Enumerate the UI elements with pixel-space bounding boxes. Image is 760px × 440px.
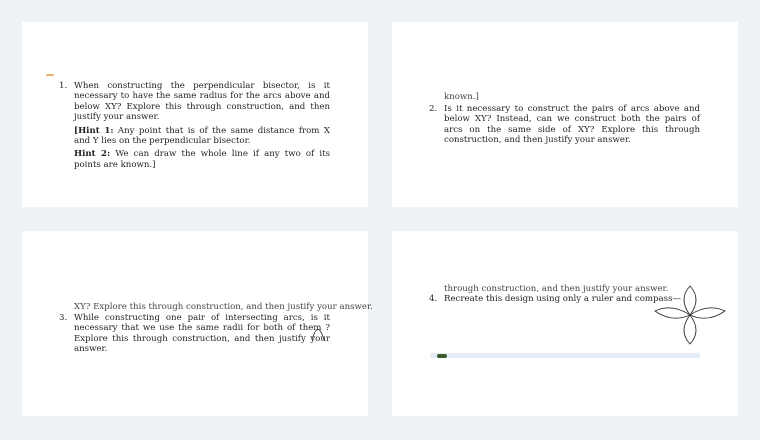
hint-1-text: Any point that is of the same distance from X and Y lies on the perpendicular bisector. [74, 125, 330, 147]
hint-2 [74, 149, 330, 170]
question-2 [429, 104, 700, 146]
question-1 [59, 81, 331, 170]
hint-1 [74, 126, 330, 147]
clipped-text: through construction, and then justify your answer. [444, 283, 669, 294]
question-text: When constructing the perpendicular bisector, is it necessary to have the same radius for the arcs above and below XY? Explore this through construction, and then justify your answer. [74, 81, 330, 123]
page-question-1 [22, 22, 368, 207]
highlight-bar [430, 353, 700, 358]
hint-2-label: Hint 2: [74, 149, 111, 160]
page-question-4 [392, 231, 738, 416]
hint-2-text: We can draw the whole line if any two of its points are known.] [74, 149, 331, 170]
question-text: Recreate this design using only a ruler and compass— [444, 294, 682, 304]
page-question-3 [22, 231, 373, 416]
question-number: 2. [429, 104, 438, 114]
question-number: 3. [59, 313, 68, 323]
highlight-mark [46, 74, 54, 76]
highlight-marker [437, 354, 447, 358]
question-3 [59, 313, 330, 355]
question-number: 4. [429, 294, 438, 304]
page-question-2 [392, 22, 738, 207]
clipped-text: known.] [444, 91, 479, 102]
question-number: 1. [59, 81, 68, 91]
arc-figure [310, 323, 326, 341]
question-text: While constructing one pair of intersecting arcs, is it necessary that we use the same radii for both of them ? Explore this through construction, and then justify your answer. [74, 313, 330, 355]
clipped-text: XY? Explore this through construction, and then justify your answer. [74, 301, 373, 312]
question-text: Is it necessary to construct the pairs of arcs above and below XY? Instead, can we construct both the pairs of arcs on the same side of XY? Explore this through construction, and then justify your answer. [444, 104, 700, 146]
question-4 [429, 294, 682, 306]
hint-1-label: [Hint 1: [74, 125, 114, 136]
petal-design-figure [650, 283, 730, 347]
